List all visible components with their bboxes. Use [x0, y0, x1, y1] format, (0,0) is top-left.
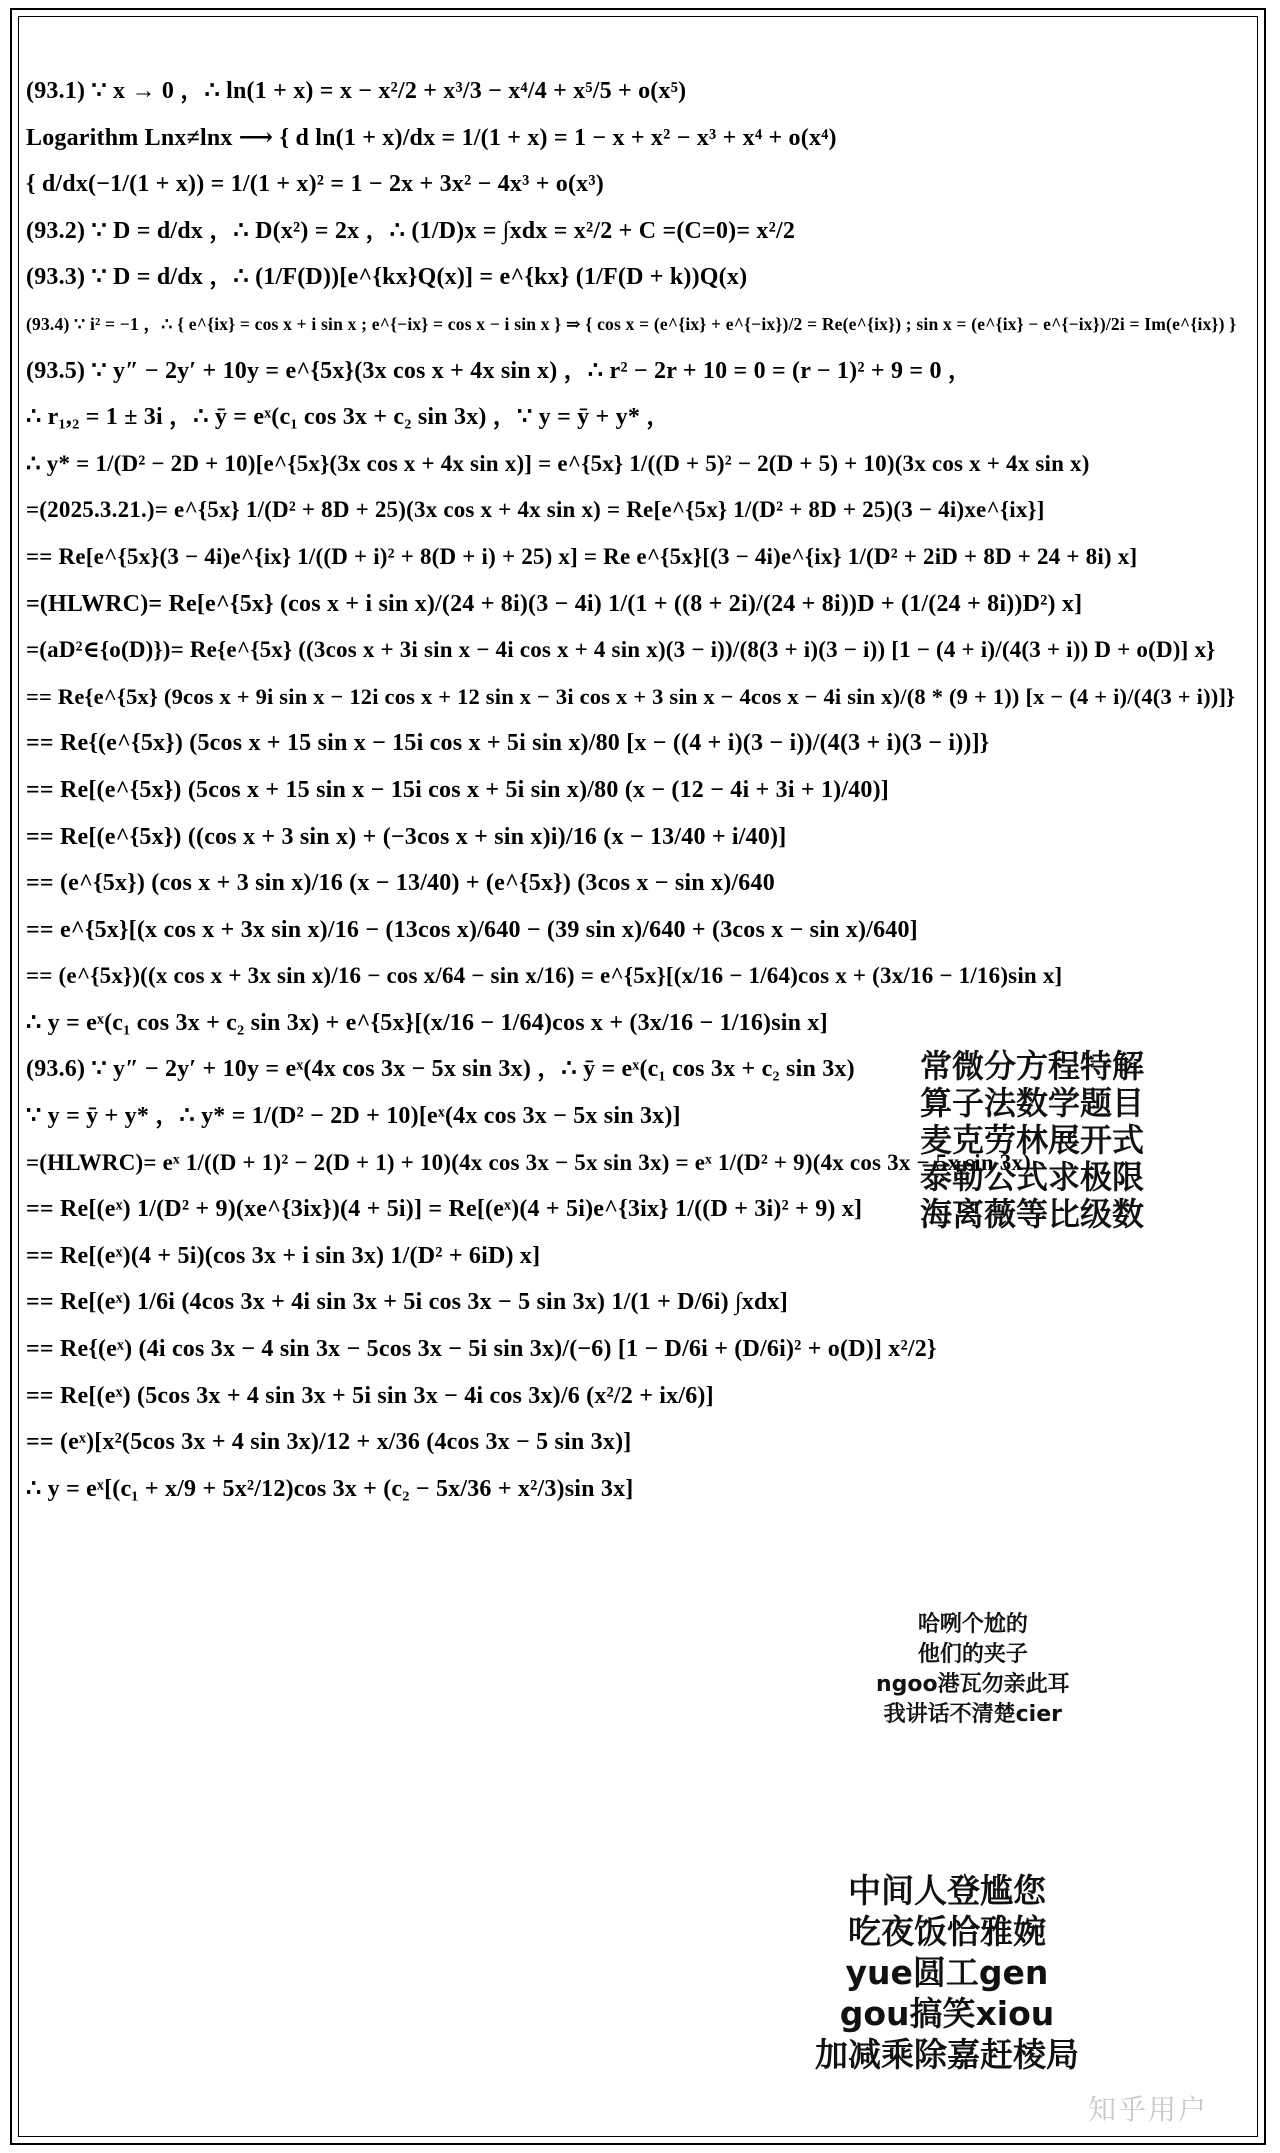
equation-line: ∵ y = ȳ + y* ，∴ y* = 1/(D² − 2D + 10)[eˣ(4x cos 3x − 5x sin 3x)] [26, 1103, 681, 1130]
topic-note [920, 1048, 1144, 1233]
equation-line: == Re{(e^{5x}) (5cos x + 15 sin x − 15i cos x + 5i sin x)/80 [x − ((4 + i)(3 − i))/(4(3 + i)(3 − i))]} [26, 730, 990, 757]
note-line: 泰勒公式求极限 [920, 1158, 1145, 1196]
note-line: 哈咧个尬的 [917, 1612, 1028, 1637]
note-line: 吃夜饭恰雅婉 [848, 1912, 1046, 1951]
note-line: 算子法数学题目 [920, 1084, 1145, 1122]
derivation-document [26, 68, 1236, 1512]
equation-line: =(HLWRC)= eˣ 1/((D + 1)² − 2(D + 1) + 10)(4x cos 3x − 5x sin 3x) = eˣ 1/(D² + 9)(4x cos 3x − 5x sin 3x) [26, 1149, 1032, 1175]
equation-line: == Re[(eˣ) (5cos 3x + 4 sin 3x + 5i sin 3x − 4i cos 3x)/6 (x²/2 + ix/6)] [26, 1382, 714, 1409]
note-line: yue圆工gen [845, 1953, 1049, 1992]
equation-line: == Re[(eˣ) 1/6i (4cos 3x + 4i sin 3x + 5i cos 3x − 5 sin 3x) 1/(1 + D/6i) ∫xdx] [26, 1289, 788, 1316]
note-line: 加减乘除嘉赶棱局 [815, 2035, 1079, 2074]
note-line: 我讲话不清楚cier [883, 1702, 1062, 1727]
equation-line: == Re[(e^{5x}) ((cos x + 3 sin x) + (−3cos x + sin x)i)/16 (x − 13/40 + i/40)] [26, 823, 787, 850]
equation-line: (93.1) ∵ x → 0 ，∴ ln(1 + x) = x − x²/2 + x³/3 − x⁴/4 + x⁵/5 + o(x⁵) [26, 78, 687, 104]
equation-line: (93.3) ∵ D = d/dx ，∴ (1/F(D))[e^{kx}Q(x)] = e^{kx} (1/F(D + k))Q(x) [26, 264, 748, 291]
note-line: 他们的夹子 [917, 1642, 1028, 1667]
equation-line: == Re[(eˣ) 1/(D² + 9)(xe^{3ix})(4 + 5i)] = Re[(eˣ)(4 + 5i)e^{3ix} 1/((D + 3i)² + 9) x] [26, 1196, 863, 1223]
equation-line: == Re[e^{5x}(3 − 4i)e^{ix} 1/((D + i)² + 8(D + i) + 25) x] = Re e^{5x}[(3 − 4i)e^{ix} 1/(D² + 2iD + 8D + 24 + 8i) x] [26, 543, 1138, 569]
equation-line: =(2025.3.21.)= e^{5x} 1/(D² + 8D + 25)(3x cos x + 4x sin x) = Re[e^{5x} 1/(D² + 8D + 25)(3 − 4i)xe^{ix}] [26, 497, 1045, 523]
equation-line: Logarithm Lnx≠lnx ⟶ { d ln(1 + x)/dx = 1/(1 + x) = 1 − x + x² − x³ + x⁴ + o(x⁴) [26, 124, 837, 151]
equation-line: == (e^{5x})((x cos x + 3x sin x)/16 − cos x/64 − sin x/16) = e^{5x}[(x/16 − 1/64)cos x + (3x/16 − 1/16)sin x] [26, 963, 1063, 989]
equation-line: == Re[(eˣ)(4 + 5i)(cos 3x + i sin 3x) 1/(D² + 6iD) x] [26, 1242, 541, 1269]
note-line: 麦克劳林展开式 [920, 1121, 1145, 1159]
dialect-note-large [815, 1870, 1079, 2075]
equation-line: == (eˣ)[x²(5cos 3x + 4 sin 3x)/12 + x/36 (4cos 3x − 5 sin 3x)] [26, 1429, 632, 1456]
equation-line: (93.2) ∵ D = d/dx ，∴ D(x²) = 2x ，∴ (1/D)x = ∫xdx = x²/2 + C =(C=0)= x²/2 [26, 217, 796, 244]
equation-line: (93.5) ∵ y″ − 2y′ + 10y = e^{5x}(3x cos x + 4x sin x) ，∴ r² − 2r + 10 = 0 = (r − 1)² + 9 = 0 ， [26, 357, 973, 384]
equation-line: == e^{5x}[(x cos x + 3x sin x)/16 − (13cos x)/640 − (39 sin x)/640 + (3cos x − sin x)/640] [26, 916, 918, 943]
note-line: 海离薇等比级数 [920, 1195, 1145, 1233]
equation-line: == (e^{5x}) (cos x + 3 sin x)/16 (x − 13/40) + (e^{5x}) (3cos x − sin x)/640 [26, 870, 775, 897]
equation-line: == Re[(e^{5x}) (5cos x + 15 sin x − 15i cos x + 5i sin x)/80 (x − (12 − 4i + 3i + 1)/40)] [26, 776, 890, 803]
note-line: gou搞笑xiou [839, 1994, 1055, 2033]
equation-line: (93.6) ∵ y″ − 2y′ + 10y = eˣ(4x cos 3x − 5x sin 3x) ，∴ ȳ = eˣ(c₁ cos 3x + c₂ sin 3x) [26, 1056, 855, 1083]
note-line: 常微分方程特解 [920, 1047, 1145, 1085]
equation-line: { d/dx(−1/(1 + x)) = 1/(1 + x)² = 1 − 2x + 3x² − 4x³ + o(x³) [26, 171, 604, 198]
equation-line: =(aD²∈{o(D)})= Re{e^{5x} ((3cos x + 3i sin x − 4i cos x + 4 sin x)(3 − i))/(8(3 + i)(3 − i)) [1 − (4 + i)/(4(3 + i)) D + o(D)] x} [26, 637, 1216, 663]
equation-line: ∴ y = eˣ[(c₁ + x/9 + 5x²/12)cos 3x + (c₂ − 5x/36 + x²/3)sin 3x] [26, 1475, 634, 1502]
equation-line: ∴ y* = 1/(D² − 2D + 10)[e^{5x}(3x cos x + 4x sin x)] = e^{5x} 1/((D + 5)² − 2(D + 5) + 10)(3x cos x + 4x sin x) [26, 450, 1090, 476]
equation-line: ∴ y = eˣ(c₁ cos 3x + c₂ sin 3x) + e^{5x}[(x/16 − 1/64)cos x + (3x/16 − 1/16)sin x] [26, 1009, 828, 1036]
note-line: 中间人登尴您 [848, 1871, 1046, 1910]
equation-line: ∴ r₁,₂ = 1 ± 3i ，∴ ȳ = eˣ(c₁ cos 3x + c₂ sin 3x) ，∵ y = ȳ + y* ， [26, 404, 671, 431]
equation-line: == Re{e^{5x} (9cos x + 9i sin x − 12i cos x + 12 sin x − 3i cos x + 3 sin x − 4cos x − 4i sin x)/(8 * (9 + 1)) [x − (4 + i)/(4(3 + i))]} [26, 683, 1236, 709]
equation-line: (93.4) ∵ i² = −1 ，∴ { e^{ix} = cos x + i sin x ; e^{−ix} = cos x − i sin x } ⇒ { cos x = (e^{ix} + e^{−ix})/2 = Re(e^{ix}) ; sin x = (e^{ix} − e^{−ix})/2i = Im(e^{ix}) } [26, 313, 1236, 334]
equation-line: == Re{(eˣ) (4i cos 3x − 4 sin 3x − 5cos 3x − 5i sin 3x)/(−6) [1 − D/6i + (D/6i)² + o(D)] x²/2} [26, 1336, 937, 1363]
dialect-note [876, 1610, 1070, 1730]
note-line: ngoo港瓦勿亲此耳 [876, 1672, 1070, 1697]
equation-line: =(HLWRC)= Re[e^{5x} (cos x + i sin x)/(24 + 8i)(3 − 4i) 1/(1 + ((8 + 2i)/(24 + 8i))D + (1/(24 + 8i))D²) x] [26, 590, 1083, 617]
watermark: 知乎用户 [1088, 2093, 1209, 2126]
